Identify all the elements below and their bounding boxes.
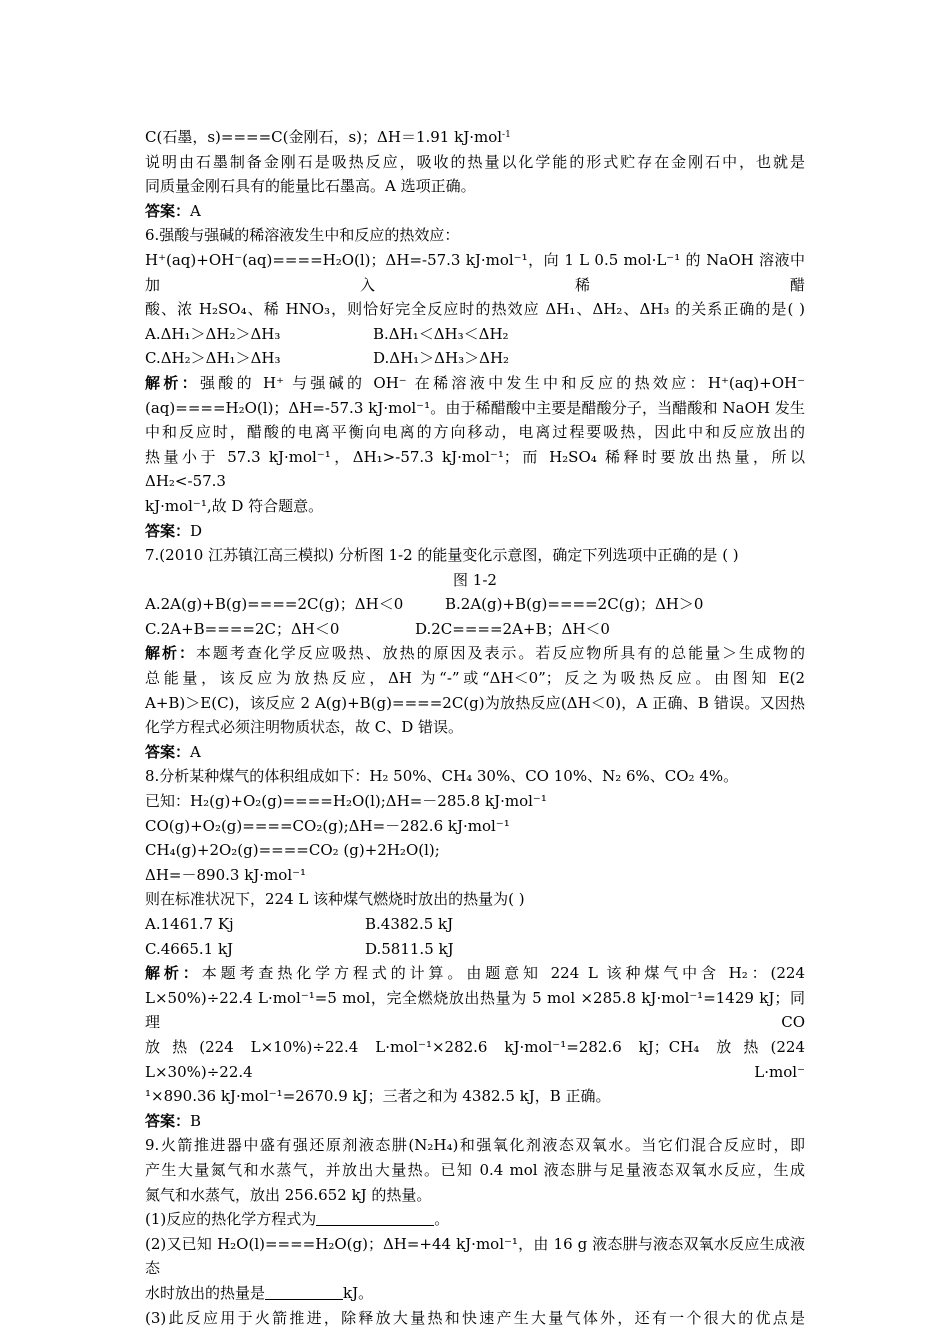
options-row [145,912,805,937]
option-a: A.1461.7 Kj [145,915,234,933]
analysis-line: 解析：强酸的 H⁺ 与强碱的 OH⁻ 在稀溶液中发生中和反应的热效应：H⁺(aq)+OH⁻ [145,373,805,392]
question-9: 9.火箭推进器中盛有强还原剂液态肼(N₂H₄)和强氧化剂液态双氧水。当它们混合反应时，即 [145,1136,805,1155]
text-line: ¹×890.36 kJ·mol⁻¹=2670.9 kJ；三者之和为 4382.5 kJ，B 正确。 [145,1087,611,1106]
answer-blank [265,1285,343,1300]
answer-line: 答案：A [145,742,201,761]
question-8: 8.分析某种煤气的体积组成如下：H₂ 50%、CH₄ 30%、CO 10%、N₂ 6%、CO₂ 4%。 [145,767,739,786]
options-row [145,937,805,962]
options-row [145,346,805,371]
option-c: C.4665.1 kJ [145,939,234,958]
options-row [145,592,805,617]
answer-blank [316,1211,434,1226]
answer-line: 答案：B [145,1111,202,1130]
text-line: CH₄(g)+2O₂(g)====CO₂ (g)+2H₂O(l); [145,841,440,860]
text-line: H⁺(aq)+OH⁻(aq)====H₂O(l)；ΔH=-57.3 kJ·mol⁻¹，向 1 L 0.5 mol·L⁻¹ 的 NaOH 溶液中加入稀醋 [145,250,805,294]
text-line: L×50%)÷22.4 L·mol⁻¹=5 mol，完全燃烧放出热量为 5 mol ×285.8 kJ·mol⁻¹=1429 kJ；同理 CO [145,988,805,1032]
question-7: 7.(2010 江苏镇江高三模拟) 分析图 1-2 的能量变化示意图，确定下列选项中正确的是 ( ) [145,546,739,565]
option-a: A.ΔH₁＞ΔH₂＞ΔH₃ [145,324,281,343]
text-line: 则在标准状况下，224 L 该种煤气燃烧时放出的热量为( ) [145,890,525,909]
option-b: B.4382.5 kJ [365,915,454,933]
text-line: 化学方程式必须注明物质状态，故 C、D 错误。 [145,718,464,737]
text-line: 放热(224 L×10%)÷22.4 L·mol⁻¹×282.6 kJ·mol⁻¹=282.6 kJ；CH₄ 放热(224 L×30%)÷22.4 L·mol⁻ [145,1037,805,1081]
option-c: C.ΔH₂＞ΔH₁＞ΔH₃ [145,349,281,368]
answer-line: 答案：D [145,521,203,540]
text-line: A+B)＞E(C)，该反应 2 A(g)+B(g)====2C(g)为放热反应(ΔH＜0)，A 正确、B 错误。又因热 [145,693,805,712]
text-line: 同质量金刚石具有的能量比石墨高。A 选项正确。 [145,177,476,196]
text-line: C(石墨，s)====C(金刚石，s)；ΔH＝1.91 kJ·mol$^{-1}$ [145,128,511,146]
option-c: C.2A+B====2C；ΔH＜0 [145,619,340,638]
text-line: 氮气和水蒸气，放出 256.652 kJ 的热量。 [145,1185,432,1204]
analysis-line: 解析：本题考查化学反应吸热、放热的原因及表示。若反应物所具有的总能量＞生成物的 [145,644,805,663]
option-d: D.ΔH₁＞ΔH₃＞ΔH₂ [373,349,510,368]
text-line: 说明由石墨制备金刚石是吸热反应，吸收的热量以化学能的形式贮存在金刚石中，也就是 [145,152,805,171]
text-line: (aq)====H₂O(l)；ΔH=-57.3 kJ·mol⁻¹。由于稀醋酸中主要是醋酸分子，当醋酸和 NaOH 发生 [145,398,805,417]
analysis-line: 解析：本题考查热化学方程式的计算。由题意知 224 L 该种煤气中含 H₂：(224 [145,964,805,983]
option-b: B.2A(g)+B(g)====2C(g)；ΔH＞0 [445,595,704,614]
answer-line: 答案：A [145,201,201,220]
text-line: (2)又已知 H₂O(l)====H₂O(g)；ΔH=+44 kJ·mol⁻¹，由 16 g 液态肼与液态双氧水反应生成液态 [145,1234,805,1278]
options-row [145,617,805,642]
fill-blank-line: 水时放出的热量是 kJ。 [145,1283,374,1302]
text-line: ΔH=－890.3 kJ·mol⁻¹ [145,865,307,884]
text-line: kJ·mol⁻¹,故 D 符合题意。 [145,496,324,515]
option-b: B.ΔH₁＜ΔH₃＜ΔH₂ [373,324,509,343]
fill-blank-line: (1)反应的热化学方程式为 。 [145,1210,450,1229]
text-line: 酸、浓 H₂SO₄、稀 HNO₃，则恰好完全反应时的热效应 ΔH₁、ΔH₂、ΔH₃ 的关系正确的是( ) [145,300,805,319]
question-6: 6.强酸与强碱的稀溶液发生中和反应的热效应： [145,226,460,245]
text-line: 热量小于 57.3 kJ·mol⁻¹，ΔH₁>-57.3 kJ·mol⁻¹；而 H₂SO₄ 稀释时要放出热量，所以 ΔH₂<-57.3 [145,447,805,491]
figure-caption: 图 1-2 [453,570,497,589]
option-a: A.2A(g)+B(g)====2C(g)；ΔH＜0 [145,595,404,614]
text-line: CO(g)+O₂(g)====CO₂(g);ΔH=－282.6 kJ·mol⁻¹ [145,816,510,835]
text-line: 产生大量氮气和水蒸气，并放出大量热。已知 0.4 mol 液态肼与足量液态双氧水反应，生成 [145,1160,805,1179]
option-d: D.5811.5 kJ [365,939,454,958]
text-line: 总能量，该反应为放热反应，ΔH 为“-”或“ΔH＜0”；反之为吸热反应。由图知 E(2 [145,669,805,688]
text-line: 中和反应时，醋酸的电离平衡向电离的方向移动，电离过程要吸热，因此中和反应放出的 [145,423,805,442]
option-d: D.2C====2A+B；ΔH＜0 [415,619,610,638]
options-row [145,322,805,347]
text-line: (3)此反应用于火箭推进，除释放大量热和快速产生大量气体外，还有一个很大的优点是 [145,1308,805,1327]
text-line: 已知：H₂(g)+O₂(g)====H₂O(l);ΔH=－285.8 kJ·mol⁻¹ [145,792,547,811]
document-body [145,125,805,1330]
